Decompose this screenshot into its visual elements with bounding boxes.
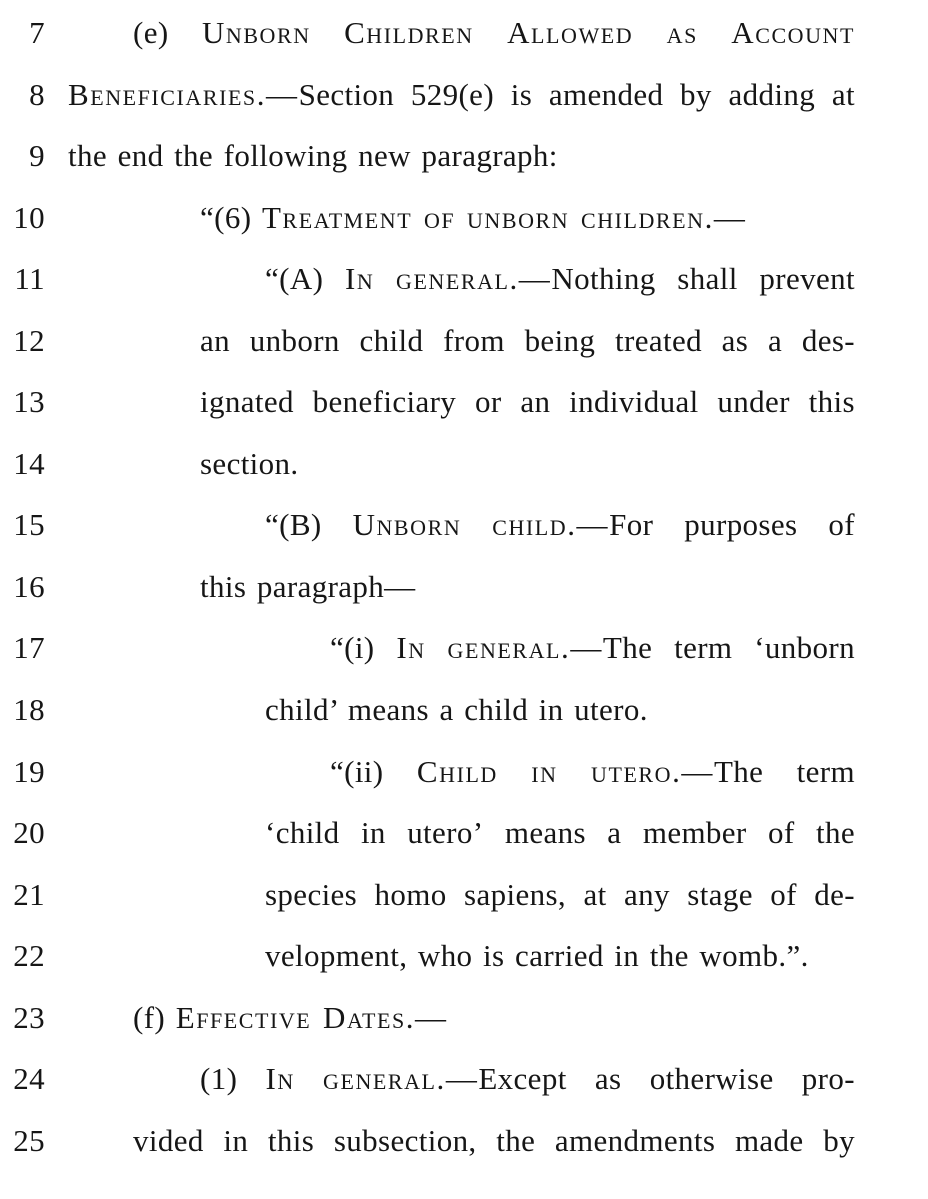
word: means — [504, 815, 586, 851]
line-text — [68, 371, 855, 433]
word: beneficiary — [312, 384, 457, 420]
word: of — [770, 876, 797, 912]
line-text-inner — [68, 64, 855, 126]
bill-line — [0, 741, 928, 803]
line-text-inner: this paragraph— — [200, 568, 416, 604]
line-text-inner: (f) Effective Dates.— — [133, 999, 448, 1035]
word: “(ii) — [330, 753, 384, 789]
line-text — [68, 64, 855, 126]
word: or — [474, 384, 502, 420]
line-text — [68, 556, 855, 618]
word: (e) — [133, 15, 169, 50]
word: general.—The — [447, 630, 653, 666]
word: child — [359, 322, 424, 358]
word: child.—For — [492, 507, 654, 543]
line-number: 8 — [29, 76, 45, 112]
word: Unborn — [201, 15, 311, 50]
bill-line — [0, 187, 928, 249]
line-text-inner — [133, 2, 855, 64]
line-number: 23 — [13, 999, 45, 1035]
word: is — [510, 76, 533, 112]
line-text-inner: section. — [200, 445, 299, 481]
word: In — [396, 630, 426, 666]
word: general.—Except — [323, 1061, 567, 1097]
line-text-inner — [330, 617, 855, 679]
word: Unborn — [352, 507, 462, 543]
word: at — [831, 76, 855, 112]
word: the — [496, 1122, 536, 1158]
line-number: 13 — [13, 384, 45, 420]
word: Account — [731, 15, 855, 50]
bill-line — [0, 679, 928, 741]
line-text-inner — [200, 371, 855, 433]
word: homo — [374, 876, 447, 912]
bill-line — [0, 1110, 928, 1172]
word: as — [594, 1061, 622, 1097]
word: term — [796, 753, 855, 789]
line-text — [68, 2, 855, 64]
word: vided — [133, 1122, 204, 1158]
bill-body — [0, 2, 928, 1171]
word: from — [443, 322, 505, 358]
line-text-inner — [200, 1048, 855, 1110]
line-number: 16 — [13, 568, 45, 604]
line-number: 22 — [13, 938, 45, 974]
bill-line — [0, 310, 928, 372]
line-text — [68, 679, 855, 741]
line-number: 24 — [13, 1061, 45, 1097]
line-text — [68, 741, 855, 803]
word: utero’ — [407, 815, 484, 851]
line-text — [68, 925, 855, 987]
word: subsection, — [333, 1122, 477, 1158]
line-number: 25 — [13, 1122, 45, 1158]
word: the — [816, 815, 855, 851]
word: an — [200, 322, 231, 358]
bill-line — [0, 2, 928, 64]
line-text — [68, 125, 855, 187]
line-text-inner — [133, 1110, 855, 1172]
line-text-inner: child’ means a child in utero. — [265, 692, 648, 728]
word: shall — [677, 261, 738, 297]
line-number: 10 — [13, 199, 45, 235]
line-number: 21 — [13, 876, 45, 912]
word: “(i) — [330, 630, 375, 666]
word: (1) — [200, 1061, 238, 1097]
word: a — [767, 322, 783, 358]
word: at — [583, 876, 607, 912]
bill-line — [0, 925, 928, 987]
word: under — [717, 384, 790, 420]
word: as — [666, 15, 698, 50]
word: Beneficiaries.—Section — [68, 76, 395, 112]
word: member — [642, 815, 747, 851]
bill-line — [0, 556, 928, 618]
word: being — [524, 322, 596, 358]
word: species — [265, 876, 358, 912]
word: of — [768, 815, 795, 851]
bill-line — [0, 802, 928, 864]
bill-line — [0, 433, 928, 495]
line-number: 17 — [13, 630, 45, 666]
word: Child — [416, 753, 498, 789]
line-text-inner — [265, 802, 855, 864]
word: utero.—The — [591, 753, 764, 789]
line-text — [68, 617, 855, 679]
word: in — [531, 753, 558, 789]
line-text-inner — [265, 248, 855, 310]
bill-line — [0, 494, 928, 556]
line-text-inner: “(6) Treatment of unborn children.— — [200, 199, 747, 235]
word: purposes — [684, 507, 798, 543]
word: amendments — [554, 1122, 716, 1158]
word: prevent — [759, 261, 855, 297]
word: des- — [801, 322, 855, 358]
line-number: 12 — [13, 322, 45, 358]
line-text — [68, 987, 855, 1049]
word: “(B) — [265, 507, 322, 543]
word: by — [823, 1122, 855, 1158]
line-number: 9 — [29, 138, 45, 174]
line-text-inner — [200, 310, 855, 372]
word: ‘child — [265, 815, 340, 851]
word: any — [623, 876, 670, 912]
line-number: 19 — [13, 753, 45, 789]
word: made — [734, 1122, 804, 1158]
word: In — [265, 1061, 295, 1097]
line-text — [68, 310, 855, 372]
line-text — [68, 864, 855, 926]
line-text-inner — [265, 494, 855, 556]
line-number: 18 — [13, 692, 45, 728]
line-number: 20 — [13, 815, 45, 851]
word: in — [360, 815, 386, 851]
word: stage — [687, 876, 753, 912]
word: as — [721, 322, 749, 358]
line-text-inner — [265, 864, 855, 926]
bill-line — [0, 987, 928, 1049]
line-text — [68, 248, 855, 310]
word: this — [267, 1122, 315, 1158]
word: treated — [615, 322, 702, 358]
word: pro- — [801, 1061, 855, 1097]
word: amended — [548, 76, 664, 112]
word: a — [607, 815, 622, 851]
word: an — [520, 384, 551, 420]
word: sapiens, — [464, 876, 567, 912]
line-text-inner: velopment, who is carried in the womb.”. — [265, 938, 809, 974]
word: unborn — [249, 322, 340, 358]
line-number: 14 — [13, 445, 45, 481]
line-number: 15 — [13, 507, 45, 543]
word: 529(e) — [410, 76, 495, 112]
line-text — [68, 187, 855, 249]
bill-line — [0, 371, 928, 433]
bill-line — [0, 125, 928, 187]
word: by — [680, 76, 712, 112]
word: individual — [569, 384, 699, 420]
word: ‘unborn — [754, 630, 855, 666]
word: this — [808, 384, 855, 420]
word: general.—Nothing — [396, 261, 656, 297]
word: Children — [344, 15, 474, 50]
word: in — [223, 1122, 249, 1158]
word: adding — [728, 76, 816, 112]
word: otherwise — [649, 1061, 774, 1097]
line-text — [68, 433, 855, 495]
line-text — [68, 1048, 855, 1110]
bill-line — [0, 64, 928, 126]
line-number: 11 — [14, 261, 45, 297]
line-text-inner: the end the following new paragraph: — [68, 138, 558, 174]
word: term — [674, 630, 733, 666]
bill-line — [0, 248, 928, 310]
line-text — [68, 1110, 855, 1172]
word: de- — [814, 876, 855, 912]
bill-line — [0, 1048, 928, 1110]
line-text — [68, 494, 855, 556]
line-text-inner — [330, 741, 855, 803]
word: ignated — [200, 384, 294, 420]
bill-line — [0, 864, 928, 926]
line-number: 7 — [29, 15, 45, 50]
word: of — [828, 507, 855, 543]
word: In — [344, 261, 375, 297]
bill-line — [0, 617, 928, 679]
line-text — [68, 802, 855, 864]
word: Allowed — [507, 15, 634, 50]
word: “(A) — [265, 261, 324, 297]
